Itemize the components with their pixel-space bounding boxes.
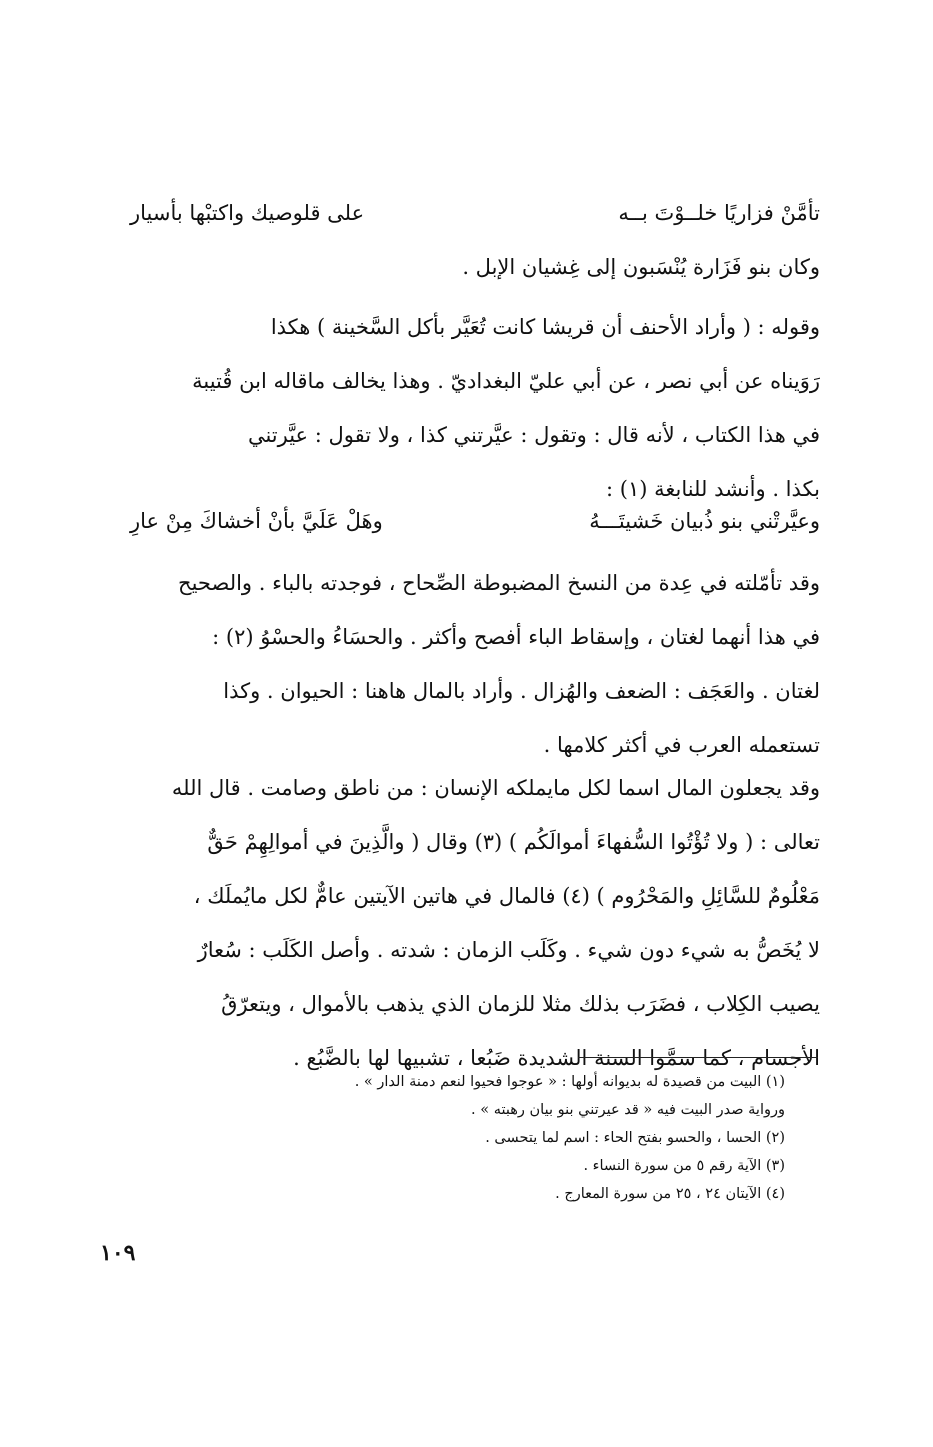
text-line-after-verse: وكان بنو فَزَارة يُنْسَبون إلى غِشيان الإبل . <box>462 255 820 279</box>
footnote-1: (١) البيت من قصيدة له بديوانه أولها : « عوجوا فحيوا لنعم دمنة الدار » . <box>354 1074 785 1090</box>
paragraph-line: وقد تأمّلته في عِدة من النسخ المضبوطة الصِّحاح ، فوجدته بالباء . والصحيح <box>178 571 820 595</box>
footnote-separator <box>578 1057 818 1058</box>
paragraph-line: رَوَيناه عن أبي نصر ، عن أبي عليّ البغداديّ . وهذا يخالف ماقاله ابن قُتيبة <box>192 369 820 393</box>
verse-line-1 <box>130 186 820 240</box>
verse-1-second-hemistich: على قلوصيك واكتبْها بأسيار <box>130 201 365 225</box>
verse-1-first-hemistich: تأمَّنْ فزاريًا خلــوْتَ بــه <box>618 201 820 225</box>
paragraph-line: الأجسام ، كما سمَّوا السنة الشديدة ضَبُعا ، تشبيها لها بالضَّبُع . <box>293 1046 820 1070</box>
verse-2-first-hemistich: وعيَّرتْني بنو ذُبيان خَشيتَـــهُ <box>589 509 820 533</box>
paragraph-line: وقد يجعلون المال اسما لكل مايملكه الإنسان : من ناطق وصامت . قال الله <box>171 776 820 800</box>
paragraph-line: تستعمله العرب في أكثر كلامها . <box>543 733 820 757</box>
paragraph-line: مَعْلُومٌ للسَّائِلِ والمَحْرُوم ) (٤) فالمال في هاتين الآيتين عامٌّ لكل مايُملَك ، <box>193 884 820 908</box>
paragraph-line: لغتان . والعَجَف : الضعف والهُزال . وأراد بالمال هاهنا : الحيوان . وكذا <box>223 679 820 703</box>
paragraph-line: في هذا أنهما لغتان ، وإسقاط الباء أفصح وأكثر . والحسَاءُ والحسْوُ (٢) : <box>212 625 820 649</box>
paragraph-2 <box>120 556 820 772</box>
paragraph-line: وقوله : ( وأراد الأحنف أن قريشا كانت تُعَيَّر بأكل السَّخينة ) هكذا <box>270 315 820 339</box>
footnote-1-continuation: ورواية صدر البيت فيه « قد عيرتني بنو بيان رهبته » . <box>471 1102 785 1118</box>
footnotes <box>240 1068 785 1208</box>
footnote-3: (٣) الآية رقم ٥ من سورة النساء . <box>583 1158 785 1174</box>
paragraph-line: في هذا الكتاب ، لأنه قال : وتقول : عيَّرتني كذا ، ولا تقول : عيَّرتني <box>247 423 820 447</box>
paragraph-line: لا يُخَصُّ به شيء دون شيء . وكَلَب الزمان : شدته . وأصل الكَلَب : سُعارٌ <box>197 938 820 962</box>
paragraph-line: يصيب الكِلاب ، فضَرَب بذلك مثلا للزمان الذي يذهب بالأموال ، ويتعرّقُ <box>221 992 820 1016</box>
page-number: ١٠٩ <box>100 1240 136 1266</box>
paragraph-line: بكذا . وأنشد للنابغة (١) : <box>605 477 820 501</box>
paragraph-1 <box>120 300 820 516</box>
paragraph-line: تعالى : ( ولا تُؤْتُوا السُّفهاءَ أموالَكُم ) (٣) وقال ( والَّذِينَ في أموالِهِمْ حَقٌّ <box>207 830 820 854</box>
footnote-4: (٤) الآيتان ٢٤ ، ٢٥ من سورة المعارج . <box>555 1186 785 1202</box>
footnote-2: (٢) الحسا ، والحسو بفتح الحاء : اسم لما يتحسى . <box>485 1130 785 1146</box>
paragraph-3 <box>120 761 820 1085</box>
verse-2-second-hemistich: وهَلْ عَلَيَّ بأنْ أخشاكَ مِنْ عارِ <box>130 509 383 533</box>
verse-line-2 <box>130 494 820 548</box>
